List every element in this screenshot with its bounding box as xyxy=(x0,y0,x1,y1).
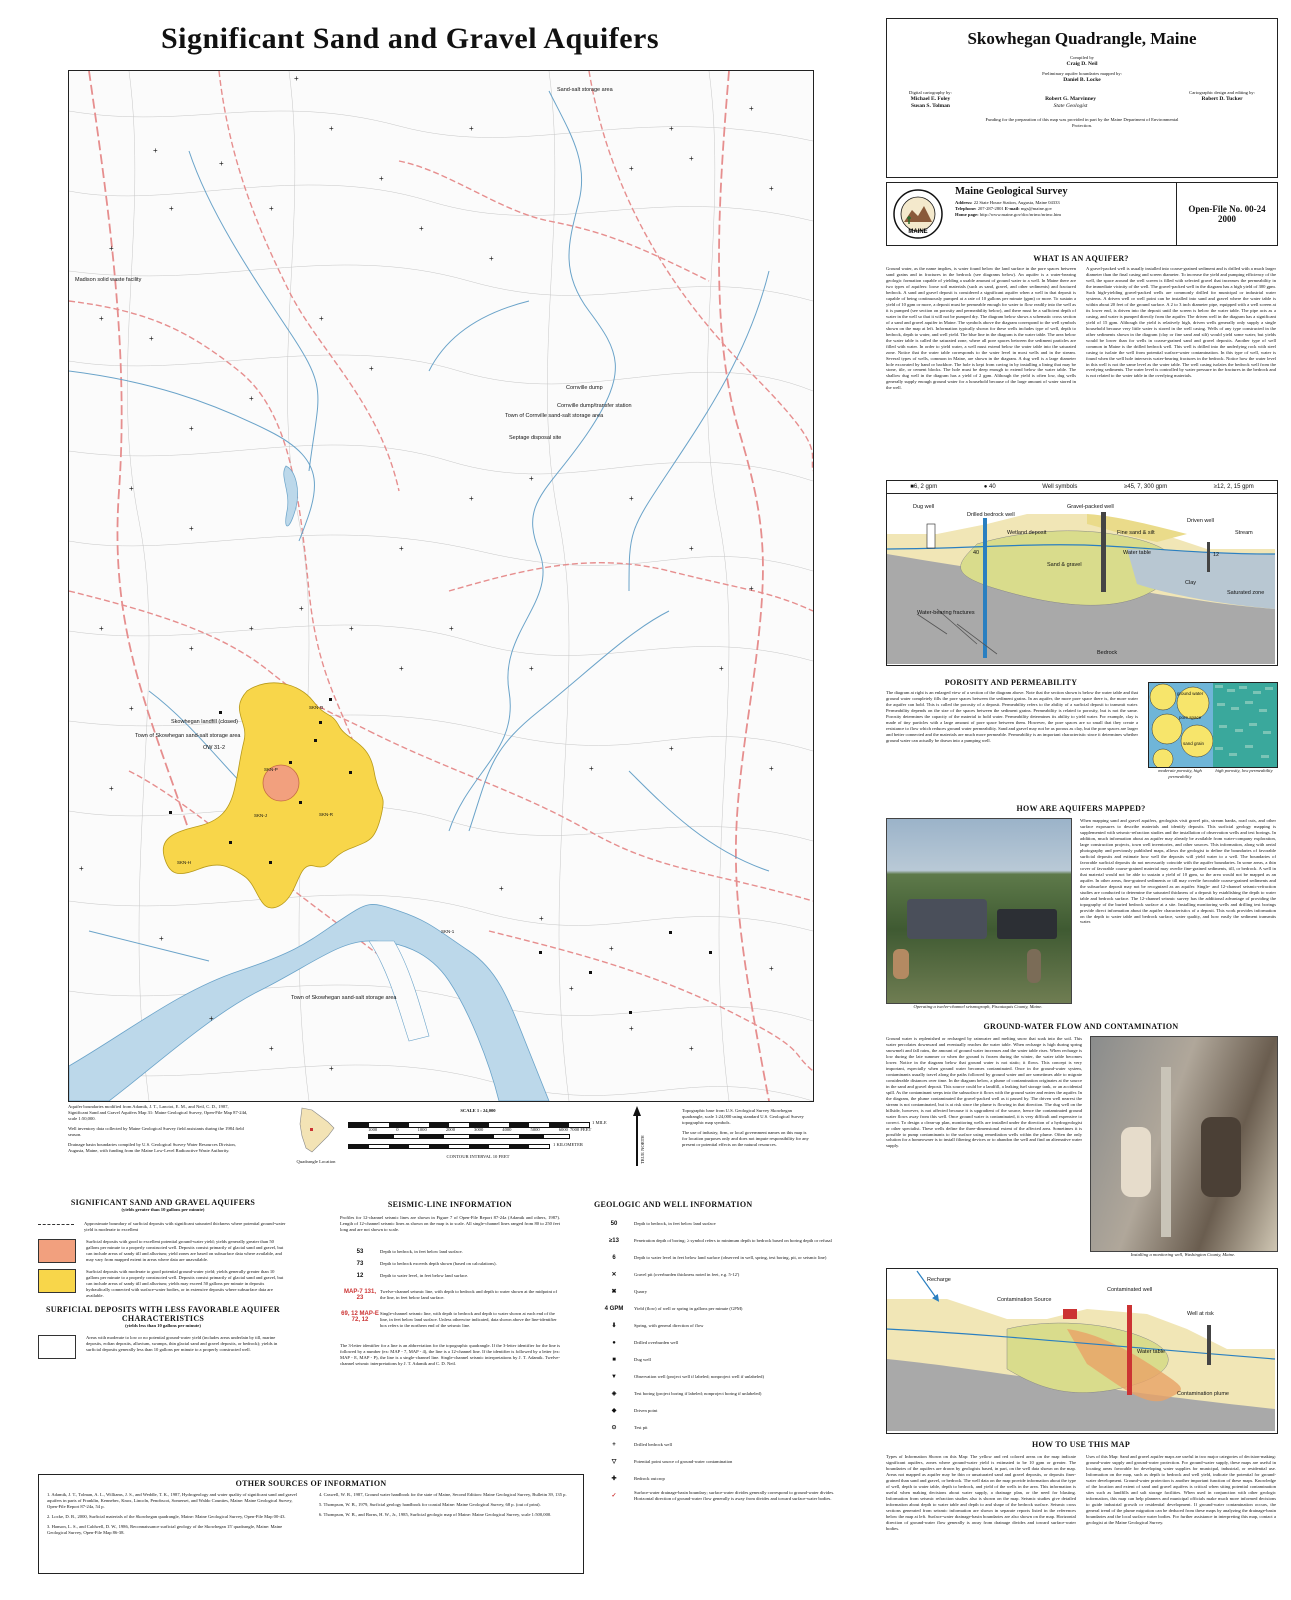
label-septage: Septage disposal site xyxy=(509,435,562,441)
geo-text: Observation well (project well if labeled; nonproject well if unlabeled) xyxy=(634,1373,764,1379)
diagram-clay: Clay xyxy=(1185,580,1197,586)
seismograph-photo xyxy=(886,818,1072,1004)
credit-drainage: Drainage basin boundaries compiled by U.S. Geological Survey Water Resources Division, Augusta, Maine, with funding from the Maine Low-Level Radioactive Waste Authority. xyxy=(68,1141,236,1153)
boundary-line-icon xyxy=(38,1224,74,1225)
prelim-label: Preliminary aquifer boundaries mapped by: xyxy=(1042,70,1122,76)
prelim-by: Daniel B. Locke xyxy=(1063,76,1101,83)
openfile-number: Open-File No. 00-24 xyxy=(1188,204,1266,214)
source-item: 5. Thompson, W. B., 1979, Surficial geology handbook for coastal Maine: Maine Geological Survey, 68 p. (out of print). xyxy=(319,1501,541,1507)
observation-well-icon: ▼ xyxy=(611,1373,617,1380)
scale-feet: 7000 FEET xyxy=(570,1126,592,1132)
geo-text: Drilled bedrock well xyxy=(634,1441,673,1447)
drilled-well-icon: ● xyxy=(612,1339,616,1346)
diagram-bedrock: Bedrock xyxy=(1097,650,1118,656)
geologic-title: GEOLOGIC AND WELL INFORMATION xyxy=(594,1200,753,1209)
seismic-symbol: 12 xyxy=(356,1272,364,1279)
geo-item xyxy=(594,1232,844,1249)
seismic-item xyxy=(340,1311,560,1329)
label-cornville-transfer: Cornville dump/transfer station xyxy=(557,403,632,409)
svg-text:+: + xyxy=(669,124,674,133)
seismic-legend xyxy=(340,1200,560,1367)
diagram-fine: Fine sand & silt xyxy=(1117,530,1155,536)
svg-text:+: + xyxy=(379,174,384,183)
svg-text:+: + xyxy=(219,159,224,168)
svg-text:+: + xyxy=(369,364,374,373)
label-cornville-sandsalt: Town of Cornville sand-salt storage area xyxy=(505,413,604,419)
contam-source: Contamination Source xyxy=(997,1297,1052,1303)
svg-text:+: + xyxy=(629,494,634,503)
svg-text:+: + xyxy=(319,314,324,323)
page-title: Significant Sand and Gravel Aquifers xyxy=(160,22,660,55)
svg-text:+: + xyxy=(609,944,614,953)
driven-point-icon: ◆ xyxy=(611,1408,617,1414)
survey-name: Maine Geological Survey xyxy=(955,186,1068,197)
scale-km: 1 KILOMETER xyxy=(553,1141,583,1147)
diagram-depth-40: 40 xyxy=(973,550,980,556)
svg-text:+: + xyxy=(419,224,424,233)
svg-text:+: + xyxy=(189,524,194,533)
address-label: Address: xyxy=(955,200,973,205)
drainage-boundary-icon: ✓ xyxy=(611,1493,617,1499)
seismic-item xyxy=(340,1273,560,1279)
diagram-fractures: Water-bearing fractures xyxy=(917,610,975,616)
seismic-symbol: 69, 12 MAP-E 72, 12 xyxy=(341,1310,379,1323)
carto-credit xyxy=(1189,90,1255,110)
telephone: 207-287-2801 xyxy=(977,205,1004,211)
openfile-year: 2000 xyxy=(1218,214,1236,224)
svg-text:+: + xyxy=(79,864,84,873)
svg-text:+: + xyxy=(749,584,754,593)
svg-text:+: + xyxy=(109,244,114,253)
seismic-symbol: MAP-7 131, 23 xyxy=(343,1288,376,1301)
svg-text:+: + xyxy=(689,544,694,553)
contam-recharge: Recharge xyxy=(927,1277,951,1283)
credit-topo-base: Topographic base from U.S. Geological Survey Skowhegan quadrangle, scale 1:24,000 using standard U.S. Geological Survey topographic map symbols. xyxy=(682,1108,804,1125)
streams xyxy=(69,91,769,961)
quad-title: Skowhegan Quadrangle, Maine xyxy=(967,29,1197,48)
email-label: E-mail: xyxy=(1004,205,1020,211)
geo-item xyxy=(594,1334,844,1351)
credit-disclaimer: The use of industry, firm, or local government names on this map is for location purposes only and does not impute responsibility for any present or potential effects on the natural resources. xyxy=(682,1129,809,1147)
poro-pore: pore space xyxy=(1179,715,1202,720)
seismic-intro: Profiles for 12-channel seismic lines are shown in Figure 7 of Open-File Report 87-24a (Adamik and others, 1987). Length of 12-channel seismic lines as shown on the map is to scale. All single-channel lines ranged from 80 to 250 feet long and are not shown to scale. xyxy=(340,1215,560,1232)
svg-text:+: + xyxy=(589,764,594,773)
svg-text:+: + xyxy=(719,664,724,673)
scale-tick: 3000 xyxy=(474,1126,484,1132)
contamination-section xyxy=(887,1269,1275,1431)
legend-white-row xyxy=(38,1335,288,1359)
poro-left-caption: moderate porosity, high permeability xyxy=(1158,768,1202,779)
bedrock-well-icon: + xyxy=(612,1441,616,1448)
svg-text:+: + xyxy=(129,704,134,713)
diagram-wetland: Wetland deposit xyxy=(1007,530,1047,536)
diagram-drilled: Drilled bedrock well xyxy=(967,512,1015,518)
source-item: 1. Adamik, J. T., Tolman, A. L., Williams, J. S., and Weddle, T. K., 1987, Hydrogeology and water quality of significant sand and gravel aquifers in parts of Franklin, Kennebec, Knox, Lincoln, Penobscot, Somerset, and Waldo Counties, Maine: Maine Geological Survey, Open-File Report 87-24a, 54 p. xyxy=(47,1492,297,1509)
svg-text:+: + xyxy=(629,1024,634,1033)
geo-text: Quarry xyxy=(634,1288,648,1294)
compiled-label: Compiled by xyxy=(1070,55,1094,60)
geo-item xyxy=(594,1249,844,1266)
use-text-left: Types of Information Shown on this Map: The yellow and red colored areas on the map indicate significant aquifers, zones where ground-water yield is estimated to be 10 gpm or greater. The boundaries of the aquifers are drawn by geologists based, in part, on the well data shown on the map. Areas not mapped as aquifer may be thin or unsaturated sand and gravel deposits, or deposits finer-grained than sand and gravel, or bedrock. The well data on the map provide information about the type of well, depth to water table, depth to bedrock, and yield of the wells in the area. This information is useful when making decisions about water supply, a drainage plan, or the need for blasting. Information from seismic refraction studies also is shown on the map. Seismic studies give detailed information about depth to water table and depth to and shape of the bedrock surface. Seismic cross sections generated from seismic information are shown in separate reports listed in the references below the map at left. Surface-water drainage-basin boundaries are also shown on the map. Horizontal direction of ground-water flow generally is away from drainage divides and toward surface-water bodies. xyxy=(886,1454,1076,1531)
scale-tick: 1000 xyxy=(417,1126,427,1132)
svg-text:+: + xyxy=(329,1064,334,1073)
flow-title: GROUND-WATER FLOW AND CONTAMINATION xyxy=(983,1022,1179,1031)
contour-interval: CONTOUR INTERVAL 10 FEET xyxy=(446,1153,510,1159)
gravel-pit-icon: ✕ xyxy=(611,1272,617,1278)
spring-icon: ⬇ xyxy=(611,1323,617,1329)
diagram-dug: Dug well xyxy=(913,504,935,510)
seismic-symbol: 53 xyxy=(356,1248,364,1255)
flow-text: Ground water is replenished or recharged by rainwater and melting snow that soak into the soil. This water percolates downward and eventually reaches the water table. When recharge is high during spring snowmelt and fall rains, the amount of ground water increases and the water table rises. When recharge is low during the late summer or when the ground is frozen during the winter, the water table becomes lower. Notice in the diagram below that ground water is not static; it flows. This concept is very important, especially when ground water becomes contaminated. Once in the ground-water system, contaminants usually travel along the paths followed by ground water and are sometimes able to migrate considerable distances over time. In the diagram below, a plume of contamination originates at the source in the sand and gravel deposit. This source could be a landfill, a leaking fuel storage tank, or an accidental spill. As the contaminant seeps into the subsurface it flows with the ground water and enters the aquifer. In the diagram, the plume contaminated the gravel-packed well as it passed by. The driven well nearest the stream is not contaminated, but is at risk since the plume is flowing in that direction. The dug well on the hillside, however, is not affected because it is upgradient of the source, hence the contaminated ground water flows away from this well. Once ground water is contaminated, it is very difficult and expensive to correct. To design a clean-up plan, monitoring wells are installed under the direction of a hydrogeologist or other specialist. These wells define the three-dimensional extent of the affected area. Sometimes it is possible to pump contaminants to the surface using remediation wells within the plume. Often the only solution for a homeowner is to install filtering devices or to abandon the well and find an alternative water supply. xyxy=(886,1036,1082,1149)
diagram-symbol: ≥45, 7, 300 gpm xyxy=(1123,484,1168,490)
seismic-text: Depth to bedrock, in feet below land surface. xyxy=(380,1248,463,1254)
geo-text: Bedrock outcrop xyxy=(634,1475,665,1481)
geo-symbol: 4 GPM xyxy=(604,1305,624,1312)
legend-less-sub: (yields less than 10 gallons per minute) xyxy=(125,1322,201,1328)
geo-text: Spring, with general direction of flow xyxy=(634,1322,704,1328)
svg-text:+: + xyxy=(749,104,754,113)
geo-text: Depth to water level in feet below land surface (observed in well, spring, test boring, pit, or seismic line) xyxy=(634,1254,827,1260)
seismic-footnote: The 3-letter identifier for a line is an abbreviation for the topographic quadrangle. If the 3-letter identifier for the line is followed by a number (ex: MAP - 7, MAP - 4), the line is a 12-channel line. If the identifier is followed by a letter (ex: MAP - E, MAP - P), the line is a single-channel line. Single-channel seismic interpretations by J. T. Adamik. Twelve-channel seismic interpretations by J. T. Adamik and C. D. Neil. xyxy=(340,1342,560,1366)
openfile-info xyxy=(1177,183,1277,245)
seismic-text: Depth to bedrock exceeds depth shown (based on calculations). xyxy=(380,1260,497,1266)
carto-label: Cartographic design and editing by: xyxy=(1189,89,1255,95)
diagram-gravel: Gravel-packed well xyxy=(1067,504,1114,510)
well-label-skn-h: SKN-H xyxy=(177,860,192,865)
svg-text:+: + xyxy=(529,664,534,673)
seismic-text: Single-channel seismic line, with depth to bedrock and depth to water shown at each end of the line, in feet below land surface. Unless otherwise indicated, data shown above the line-identifier box refers to the northern end of the seismic line. xyxy=(380,1310,557,1328)
map-credits-left xyxy=(68,1104,250,1154)
poro-grain: sand grain xyxy=(1183,741,1205,746)
geo-item xyxy=(594,1266,844,1283)
svg-text:+: + xyxy=(569,984,574,993)
geo-item xyxy=(594,1368,844,1385)
svg-text:+: + xyxy=(189,424,194,433)
outcrop-icon: ✚ xyxy=(611,1476,617,1482)
geo-text: Test boring (project boring if labeled; nonproject boring if unlabeled) xyxy=(634,1390,762,1396)
geo-text: Gravel pit (overburden thickness noted in feet, e.g. 5-12') xyxy=(634,1271,740,1277)
legend-boundary-desc: Approximate boundary of surficial deposits with significant saturated thickness where potential ground-water yield is moderate to excellent xyxy=(84,1220,286,1232)
source-item: 2. Locke, D. B., 2000, Surficial materials of the Skowhegan quadrangle, Maine: Maine Geological Survey, Open-File Map 00-43. xyxy=(47,1513,286,1519)
svg-text:+: + xyxy=(529,474,534,483)
seal xyxy=(887,183,949,245)
well-label-skn-j: SKN-J xyxy=(254,813,268,818)
svg-text:+: + xyxy=(269,204,274,213)
legend-less-title: SURFICIAL DEPOSITS WITH LESS FAVORABLE AQUIFER CHARACTERISTICS xyxy=(46,1304,280,1323)
sources-right xyxy=(319,1492,575,1536)
legend-yellow-desc: Surficial deposits with moderate to good potential ground-water yield; yields generally greater than 10 gallons per minute to a properly constructed well. Deposits consist primarily of glacial sand and gravel, but can include areas of sandy till and alluvium; yields may exceed 50 gallons per minute in deposits hydraulically connected with surface-water bodies, or in extensive deposits where subsurface data are available. xyxy=(86,1268,284,1298)
seismic-symbol: 73 xyxy=(356,1260,364,1267)
geo-item xyxy=(594,1385,844,1402)
map-credits-right xyxy=(682,1108,812,1148)
credit-aquifer-boundaries: Aquifer boundaries modified from Adamik, J. T., Lanctot, E. M., and Neil, C. D., 1987, Significant Sand and Gravel Aquifers Map 31: Maine Geological Survey, Open-File Map 87-24d, scale 1:50,000. xyxy=(68,1104,248,1121)
label-skow-sandsalt: Town of Skowhegan sand-salt storage area xyxy=(135,733,241,739)
geo-item xyxy=(594,1351,844,1368)
scale-mile: 1 MILE xyxy=(592,1119,607,1125)
homepage-label: Home page: xyxy=(955,211,979,217)
yellow-swatch xyxy=(38,1269,76,1293)
maine-outline-icon xyxy=(288,1106,344,1154)
svg-text:+: + xyxy=(99,314,104,323)
well-label-skn-p: SKN-P xyxy=(264,767,278,772)
sources-left xyxy=(47,1492,303,1536)
diagram-symbol: ● 40 xyxy=(983,484,996,490)
svg-text:+: + xyxy=(539,914,544,923)
geo-symbol: 50 xyxy=(610,1220,618,1227)
contam-risk: Well at risk xyxy=(1187,1311,1214,1317)
legend-yellow-row xyxy=(38,1269,288,1299)
credit-well-inventory: Well inventory data collected by Maine Geological Survey field assistants during the 1984 field season. xyxy=(68,1125,244,1137)
other-sources-title: OTHER SOURCES OF INFORMATION xyxy=(235,1479,387,1488)
label-cornville-dump: Cornville dump xyxy=(566,385,603,391)
seismic-item xyxy=(340,1289,560,1301)
legend-boundary-row xyxy=(38,1221,288,1233)
digital-label: Digital cartography by: xyxy=(909,89,952,95)
geologist-credit xyxy=(1045,96,1096,110)
aquifer-text-left: Ground water, as the name implies, is water found below the land surface in the pore spaces between sand grains and in fractures in the bedrock (see diagrams below). An aquifer is a water-bearing geologic formation capable of yielding a usable amount of ground water to a well. In Maine there are two types of aquifers: loose soil materials (such as sand, gravel, and other sediments) and fractured bedrock. A sand and gravel deposit is considered a significant aquifer when a well in that deposit is capable of being continuously pumped at a rate of 10 gallons per minute (gpm) or more. To sustain a yield of 10 gpm or more, a deposit must be permeable enough for water to flow readily into the well as it is pumped (see section on porosity and permeability below), and there must be a sufficient depth of water in the well so that it will not be pumped dry. The diagram below shows a schematic cross section of a sand and gravel aquifer in Maine. The symbols above the diagram correspond to the well symbols shown on the map at left. Information typically shown for these wells includes type of well, depth to bedrock, depth to water, and well yield. The blue line in the diagram is the water table. The area below the water table is called the saturated zone, where all pore spaces between the sediment particles are filled with water. In order to yield water, a well must extend below the water table into the saturated zone. Notice that the water table corresponds to the water level in most wells and in the stream. Several types of wells, common in Maine, are shown in the diagram. A dug well is a large diameter hole excavated by hand or backhoe. The hole is kept from caving in by installing a lining that may be stone, tile, or cement blocks. The hole must be deep enough to extend below the water table. The shallow dug well in the diagram has a yield of 2 gpm. Although the yield is often low, dug wells generally supply enough ground water for a household because of the large amount of water stored in the well. xyxy=(886,266,1076,391)
survey-info xyxy=(949,183,1177,245)
svg-text:+: + xyxy=(469,494,474,503)
svg-text:+: + xyxy=(129,484,134,493)
source-item: 3. Hanson, L. S., and Caldwell, D. W., 1986, Reconnaissance surficial geology of the Skowhegan 15' quadrangle, Maine: Maine Geological Survey, Open-File Map 86-38. xyxy=(47,1523,283,1535)
map-canvas xyxy=(69,71,813,1101)
svg-text:+: + xyxy=(769,964,774,973)
email[interactable]: mgs@maine.gov xyxy=(1020,205,1052,211)
scale-tick: 4000 xyxy=(502,1126,512,1132)
geo-text: Test pit xyxy=(634,1424,648,1430)
legend-subtitle: (yields greater than 10 gallons per minute) xyxy=(121,1207,205,1212)
contam-plume: Contamination plume xyxy=(1177,1391,1229,1397)
diagram-driven: Driven well xyxy=(1187,518,1214,524)
geo-text: Penetration depth of boring; ≥ symbol refers to minimum depth to bedrock based on boring depth or refusal xyxy=(634,1237,832,1243)
svg-text:+: + xyxy=(329,124,334,133)
well-label-skn-o: SKN-O xyxy=(309,705,324,710)
geo-text: Yield (flow) of well or spring in gallons per minute (GPM) xyxy=(634,1305,743,1311)
quad-location-label: Quadrangle Location xyxy=(296,1159,336,1164)
diagram-symbols xyxy=(887,481,1277,494)
contamination-diagram xyxy=(886,1268,1278,1434)
porosity-title: POROSITY AND PERMEABILITY xyxy=(944,678,1078,687)
svg-text:+: + xyxy=(99,624,104,633)
seismic-title: SEISMIC-LINE INFORMATION xyxy=(387,1200,513,1209)
white-swatch xyxy=(38,1335,76,1359)
scale-tick: 2000 xyxy=(445,1126,455,1132)
geo-text: Dug well xyxy=(634,1356,651,1362)
compiled-by: Craig D. Neil xyxy=(1066,60,1098,67)
red-swatch xyxy=(38,1239,76,1263)
geo-item xyxy=(594,1300,844,1317)
label-landfill: Skowhegan landfill (closed) xyxy=(171,719,238,725)
svg-text:+: + xyxy=(299,604,304,613)
dug-well-icon: ■ xyxy=(612,1356,616,1363)
diagram-stream: Stream xyxy=(1235,530,1253,536)
porosity-text: The diagram at right is an enlarged view of a section of the diagram above. Note that the section shown is below the water table and that ground water completely fills the pore spaces between the sediment grains. In an aquifer, the more pore space there is, the more water the aquifer can hold. This is called the porosity of a deposit. Permeability refers to the ability of a surficial deposit to transmit water. Permeability depends on the size of the spaces between the sediment grains. Permeability is related to porosity, but is not the same. Porosity determines the capacity of the material to hold water. Permeability determines its ability to yield water. For example, clay is made of tiny particles with a large amount of pore space between them. However, the pore spaces are so small that they create a resistance to flow which reduces ground water permeability. Sand and gravel may not be as porous as clay, but the pore spaces are larger and better connected and the materials are much more permeable. Permeability is an important characteristic since it determines whether ground water can actually be drawn into a pumping well. xyxy=(886,690,1138,743)
label-ow: OW 31-2 xyxy=(203,745,226,751)
svg-text:+: + xyxy=(249,624,254,633)
svg-text:+: + xyxy=(149,334,154,343)
svg-text:+: + xyxy=(159,934,164,943)
monitoring-well-photo xyxy=(1090,1036,1278,1252)
svg-text:+: + xyxy=(629,164,634,173)
geo-item xyxy=(594,1470,844,1487)
geo-symbol: 6 xyxy=(612,1254,616,1261)
scale-tick: 5000 xyxy=(530,1126,540,1132)
use-title: HOW TO USE THIS MAP xyxy=(1031,1440,1131,1449)
svg-text:+: + xyxy=(669,744,674,753)
contamination-source-icon: ▽ xyxy=(611,1459,617,1465)
test-pit-icon: ⊙ xyxy=(611,1425,617,1431)
digital-name-1: Michael E. Foley xyxy=(910,95,951,102)
svg-text:+: + xyxy=(689,1044,694,1053)
geo-text: Depth to bedrock, in feet below land surface xyxy=(634,1220,716,1226)
svg-text:+: + xyxy=(399,664,404,673)
label-sand-salt-1: Sand-salt storage area xyxy=(557,87,613,93)
carto-name: Robert D. Tucker xyxy=(1201,95,1243,102)
legend-white-desc: Areas with moderate to low or no potential ground-water yield (includes areas underlain by till, marine deposits, eolian deposits, alluvium, swamps, thin glacial sand and gravel deposits, or bedrock); yields in surficial deposits generally less than 10 gallons per minute to a properly constructed well. xyxy=(86,1334,278,1352)
cross-section xyxy=(887,494,1275,664)
scale-bar xyxy=(348,1108,608,1168)
seismic-text: Depth to water level, in feet below land surface. xyxy=(380,1272,469,1278)
svg-text:+: + xyxy=(209,1014,214,1023)
geo-text: Potential point source of ground-water contamination xyxy=(634,1458,733,1464)
grain-diagram xyxy=(1149,683,1277,767)
legend-red-desc: Surficial deposits with good to excellent potential ground-water yield; yields generally greater than 50 gallons per minute to a properly constructed well. Deposits consist primarily of glacial sand and gravel, but can include areas of sandy till and alluvium; yield zones are based on subsurface data where available, and may vary from mapped extent in areas where data are unavailable. xyxy=(86,1238,284,1262)
diagram-symbol: ≥12, 2, 15 gpm xyxy=(1213,484,1254,490)
credits-box xyxy=(886,18,1278,178)
geologic-list xyxy=(594,1215,844,1504)
svg-text:+: + xyxy=(769,184,774,193)
geo-text: Drilled overburden well xyxy=(634,1339,679,1345)
digital-credit xyxy=(909,90,952,110)
svg-text:+: + xyxy=(399,544,404,553)
legend-red-row xyxy=(38,1239,288,1263)
seismic-item xyxy=(340,1249,560,1255)
geo-item xyxy=(594,1487,844,1504)
svg-text:+: + xyxy=(109,784,114,793)
geo-text: Surface-water drainage-basin boundary; surface-water divides generally correspond to ground-water divides. Horizontal direction of ground-water flow generally is away from divides and toward surface-water bodies. xyxy=(634,1489,835,1501)
geologist-title: State Geologist xyxy=(1053,102,1088,109)
contam-well: Contaminated well xyxy=(1107,1287,1153,1293)
contam-watertable: Water table xyxy=(1137,1349,1165,1355)
aquifer-diagram xyxy=(886,480,1278,666)
seal-text: MAINE xyxy=(908,229,928,235)
geo-item xyxy=(594,1317,844,1334)
poro-gw: ground water xyxy=(1177,691,1204,696)
geologist-name: Robert G. Marvinney xyxy=(1045,95,1096,102)
funding-note: Funding for the preparation of this map was provided in part by the Maine Department of Environmental Protection. xyxy=(985,117,1179,129)
diagram-symbol: ■6, 2 gpm xyxy=(910,484,938,490)
diagram-sand: Sand & gravel xyxy=(1047,562,1082,568)
test-boring-icon: ◈ xyxy=(611,1391,617,1397)
telephone-label: Telephone: xyxy=(955,205,977,211)
label-skow-sandsalt-2: Town of Skowhegan sand-salt storage area xyxy=(291,995,397,1001)
scale-label: SCALE 1 : 24,000 xyxy=(460,1108,496,1113)
source-item: 6. Thompson, W. B., and Borns, H. W., Jr., 1985, Surficial geologic map of Maine: Maine Geological Survey, scale 1:500,000. xyxy=(319,1511,552,1517)
poro-right-caption: high porosity, low permeability xyxy=(1215,768,1273,773)
diagram-symbol: Well symbols xyxy=(1042,484,1078,490)
scale-tick: 6000 xyxy=(558,1126,568,1132)
geo-text: Driven point xyxy=(634,1407,658,1413)
geo-item xyxy=(594,1402,844,1419)
other-sources-box xyxy=(38,1474,584,1574)
svg-text:+: + xyxy=(349,624,354,633)
well-label-skn-1: SKN-1 xyxy=(441,929,455,934)
quadrangle-location xyxy=(288,1106,344,1164)
geo-item xyxy=(594,1215,844,1232)
diagram-saturated: Saturated zone xyxy=(1227,590,1265,596)
digital-name-2: Susan S. Tolman xyxy=(910,102,950,109)
diagram-depth-12: 12 xyxy=(1213,552,1220,558)
aquifer-legend xyxy=(38,1198,288,1365)
svg-text:+: + xyxy=(469,124,474,133)
true-north-label: TRUE NORTH xyxy=(640,1135,645,1164)
scale-tick: 0 xyxy=(396,1126,399,1132)
svg-text:+: + xyxy=(294,74,299,83)
pond xyxy=(284,466,298,526)
svg-text:+: + xyxy=(449,624,454,633)
aquifer-text-right: A gravel-packed well is usually installed into coarse-grained sediment and is drilled with a much larger diameter than the final casing and screen diameter. To increase the yield and pumping efficiency of the well, the space around the well screen is filled with selected gravel that increases the permeability in the immediate vicinity of the well. The gravel-packed well in the diagram has a high yield of 300 gpm. Such high-yielding gravel-packed wells are commonly drilled for municipal or industrial water systems. A driven well or well point can be installed into sand and gravel where the water table is within about 20 feet of the ground surface. A 2 to 3 inch diameter pipe, equipped with a well screen at its lower end, is driven into the deposit until the screen is below the water table. The pipe acts as a casing, and water is pumped directly from the aquifer. The driven well in the diagram has a significant yield of 15 gpm. Although the yield is relatively high, driven wells generally only supply a single household because very little water is stored in the well casing. Wells of any type constructed in the other sediments shown in the diagram (clay or fine sand and silt) would yield some water, but yields would be lower than for wells in coarse-grained sand and gravel deposits. Another type of well common in Maine is the drilled bedrock well. This well is drilled into the underlying rock with steel casing to isolate the well from potential surface-water contamination. In this type of well, water is found when the well hole intersects water-bearing fractures in the bedrock. Notice how the water level in this well is not the same level as the water table. The well casing isolates the bedrock well from the overlying sediments. The water level is controlled by water pressure in the fractures in the bedrock and is not related to the water table in the overlying materials. xyxy=(1086,266,1276,379)
svg-text:+: + xyxy=(189,644,194,653)
svg-text:+: + xyxy=(499,884,504,893)
maine-seal-icon xyxy=(892,188,944,240)
geo-item xyxy=(594,1436,844,1453)
svg-text:+: + xyxy=(689,154,694,163)
scale-tick: 1000 xyxy=(368,1126,378,1132)
address: 22 State House Station, Augusta, Maine 04333 xyxy=(973,200,1060,205)
legend-title: SIGNIFICANT SAND AND GRAVEL AQUIFERS xyxy=(70,1198,256,1207)
use-text-right: Uses of this Map: Sand and gravel aquifer maps are useful in two major categories of decision-making: ground-water supply and ground-water protection. For ground-water supply, these maps are useful in locating areas favorable for developing water supplies for municipal, industrial, or residential use. Information on the map, such as depth to bedrock and well yield, indicate the potential for ground-water development. Ground-water protection is another important function of these maps. Knowledge of the location and extent of sand and gravel aquifers is critical when siting potential contamination sites such as landfills and salt storage facilities. When used in conjunction with other geologic information, this map can help planners and municipal officials make much more informed decisions to guide industrial growth or residential development. If ground-water contamination occurs, the general trend of the plume migration can be deduced from these maps by analyzing the drainage-basin boundaries and the local surface water bodies. For further assistance in interpreting this map, contact a geologist at the Maine Geological Survey. xyxy=(1086,1454,1276,1525)
mapped-text: When mapping sand and gravel aquifers, geologists visit gravel pits, stream banks, road cuts, and other surface exposures to describe materials and identify deposits. This surficial geology mapping is supplemented with seismic-refraction studies and the installation of observation wells and test borings. In addition, much information about an aquifer may already be available from water-company exploration, large construction projects, town well inventories, and other sources. This information, along with aerial photography and previously published maps, allows the geologist to define the boundaries of favorable surficial deposits and estimate how well the deposits will yield water to a well. The boundaries of favorable surficial deposits do not necessarily coincide with the aquifer boundaries. In some areas, a thin cover of favorable coarse-grained material may overlie fine-grained sediments, till, or bedrock. A well in that material would not be able to sustain a yield of 10 gpm, so the area would not be mapped as an aquifer. In other areas, fine-grained sediments or till may overlie favorable coarse-grained sediments and the subsurface deposit may not be recognized as an aquifer. Single- and 12-channel seismic-refraction studies are conducted to determine the saturated thickness of a deposit by establishing the depth to water table and bedrock surface. The 12-channel seismic survey has the additional advantage of providing the topography of the buried bedrock surface at a site. Installing monitoring wells and drilling test borings provide direct information about the aquifer characteristics of a deposit. This work provides information on the depth to water table and bedrock surface, water quality, and how easily the sediment transmits water. xyxy=(1080,818,1276,925)
homepage-link[interactable]: http://www.maine.gov/doc/nrimc/nrimc.htm xyxy=(979,211,1061,217)
svg-text:+: + xyxy=(769,764,774,773)
seismic-item xyxy=(340,1261,560,1267)
aquifer-section-title: WHAT IS AN AQUIFER? xyxy=(1033,254,1129,263)
geo-item xyxy=(594,1453,844,1470)
geologic-legend xyxy=(594,1200,844,1504)
roads xyxy=(69,71,813,1071)
geo-item xyxy=(594,1283,844,1300)
svg-text:+: + xyxy=(153,146,158,155)
source-item: 4. Caswell, W. B., 1987, Ground water handbook for the state of Maine, Second Edition: Maine Geological Survey, Bulletin 39, 135 p. xyxy=(319,1492,567,1497)
geo-symbol: ≥13 xyxy=(609,1237,619,1244)
svg-text:+: + xyxy=(169,204,174,213)
svg-text:+: + xyxy=(489,254,494,263)
diagram-watertable: Water table xyxy=(1123,550,1151,556)
monitoring-caption: Installing a monitoring well, Washington County, Maine. xyxy=(1130,1252,1236,1257)
aquifer-map[interactable] xyxy=(68,70,814,1102)
porosity-diagram xyxy=(1148,682,1278,768)
kennebec-river xyxy=(69,904,549,1101)
quarry-icon: ✖ xyxy=(611,1289,617,1295)
label-madison: Madison solid waste facility xyxy=(75,277,142,283)
survey-box xyxy=(886,182,1278,246)
mapped-title: HOW ARE AQUIFERS MAPPED? xyxy=(1016,804,1146,813)
seismic-text: Twelve-channel seismic line, with depth to bedrock and depth to water shown at the midpoint of the line, in feet below land surface. xyxy=(380,1288,558,1300)
seismograph-caption: Operating a twelve-channel seismograph, Piscataquis County, Maine. xyxy=(913,1004,1043,1009)
svg-text:+: + xyxy=(249,394,254,403)
geo-item xyxy=(594,1419,844,1436)
well-label-skn-r: SKN-R xyxy=(319,812,334,817)
svg-text:+: + xyxy=(269,1044,274,1053)
